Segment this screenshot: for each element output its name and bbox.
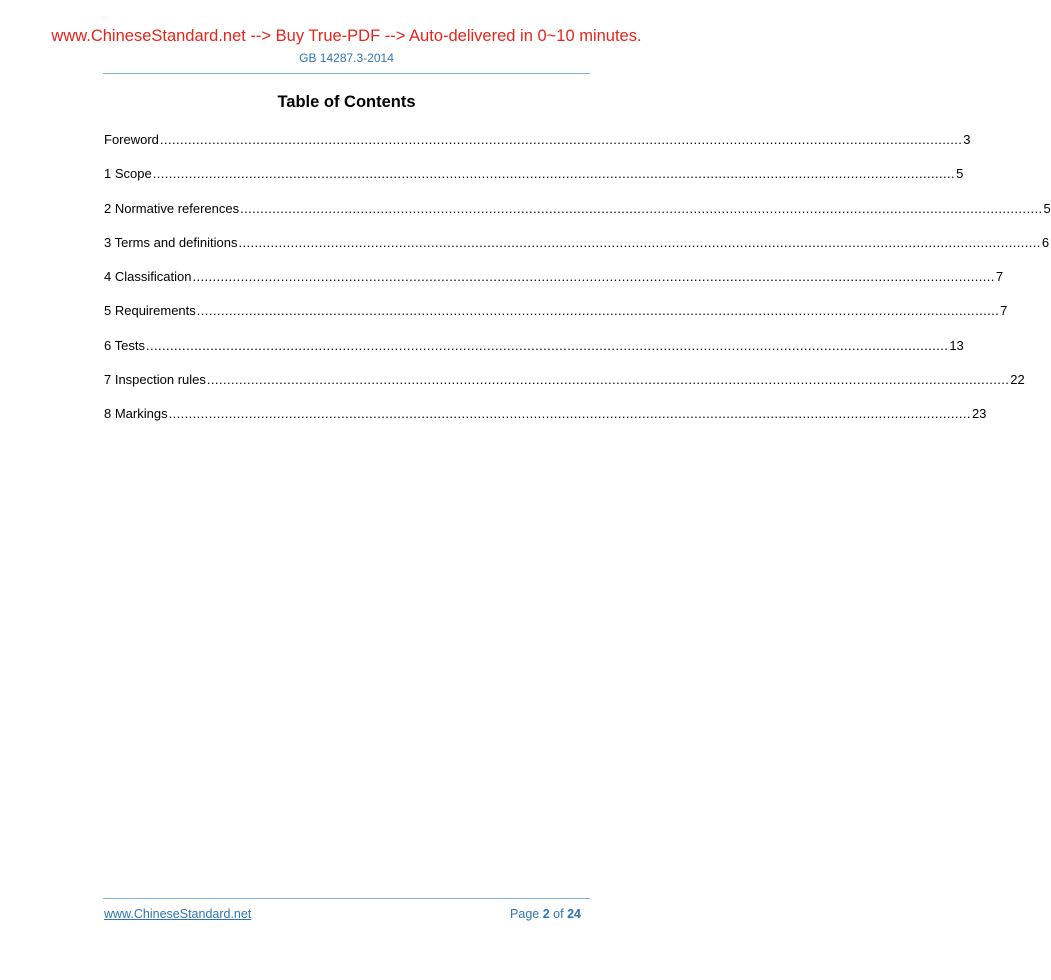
page-indicator [510, 907, 581, 921]
document-code: GB 14287.3-2014 [299, 51, 394, 65]
toc-entry-page: 13 [949, 337, 964, 353]
footer-website-link[interactable]: www.ChineseStandard.net [104, 907, 252, 921]
toc-entry-label: 7 Inspection rules [104, 372, 206, 388]
toc-entry-page: 22 [1010, 372, 1025, 388]
toc-title: Table of Contents [277, 93, 416, 111]
toc-entry-terms-and-definitions[interactable] [104, 234, 1050, 269]
page-current: 2 [542, 907, 550, 921]
toc-entry-inspection-rules[interactable] [104, 372, 1025, 406]
toc-dot-leader: ........................................................................................................................................................................................................ [168, 406, 971, 422]
header-divider [103, 73, 590, 74]
toc-entry-foreword[interactable] [104, 132, 971, 166]
toc-dot-leader: ........................................................................................................................................................................................................ [206, 372, 1010, 388]
toc-entry-tests[interactable] [104, 337, 964, 372]
toc-entry-page: 6 [1041, 234, 1050, 250]
toc-entry-page: 5 [956, 166, 964, 182]
toc-list [104, 132, 1051, 441]
toc-entry-page: 5 [1043, 200, 1051, 216]
toc-entry-classification[interactable] [104, 269, 1004, 303]
toc-dot-leader: ........................................................................................................................................................................................................ [238, 234, 1041, 250]
toc-dot-leader: ........................................................................................................................................................................................................ [159, 132, 963, 147]
page-total: 24 [567, 907, 581, 921]
toc-dot-leader: ........................................................................................................................................................................................................ [196, 303, 1000, 319]
toc-dot-leader: ........................................................................................................................................................................................................ [152, 166, 956, 182]
toc-entry-label: 3 Terms and definitions [104, 234, 238, 250]
toc-entry-page: 7 [1000, 303, 1008, 319]
toc-dot-leader: ........................................................................................................................................................................................................ [192, 269, 995, 285]
toc-entry-markings[interactable] [104, 406, 987, 440]
toc-dot-leader: ........................................................................................................................................................................................................ [240, 200, 1043, 216]
footer-divider [103, 898, 590, 899]
toc-entry-label: 6 Tests [104, 337, 145, 353]
toc-entry-label: 2 Normative references [104, 200, 240, 216]
page-prefix: Page [510, 907, 540, 921]
toc-entry-label: 5 Requirements [104, 303, 196, 319]
toc-entry-label: 4 Classification [104, 269, 192, 285]
toc-dot-leader: ........................................................................................................................................................................................................ [145, 337, 949, 353]
toc-entry-requirements[interactable] [104, 303, 1008, 337]
promo-banner: www.ChineseStandard.net --> Buy True-PDF --> Auto-delivered in 0~10 minutes. [51, 27, 642, 45]
toc-entry-page: 3 [963, 132, 971, 147]
toc-entry-label: Foreword [104, 132, 159, 147]
toc-entry-normative-references[interactable] [104, 200, 1051, 235]
page-of: of [553, 907, 564, 921]
toc-entry-page: 7 [995, 269, 1004, 285]
toc-entry-label: 1 Scope [104, 166, 152, 182]
toc-entry-scope[interactable] [104, 166, 964, 200]
toc-entry-label: 8 Markings [104, 406, 168, 422]
toc-entry-page: 23 [971, 406, 987, 422]
